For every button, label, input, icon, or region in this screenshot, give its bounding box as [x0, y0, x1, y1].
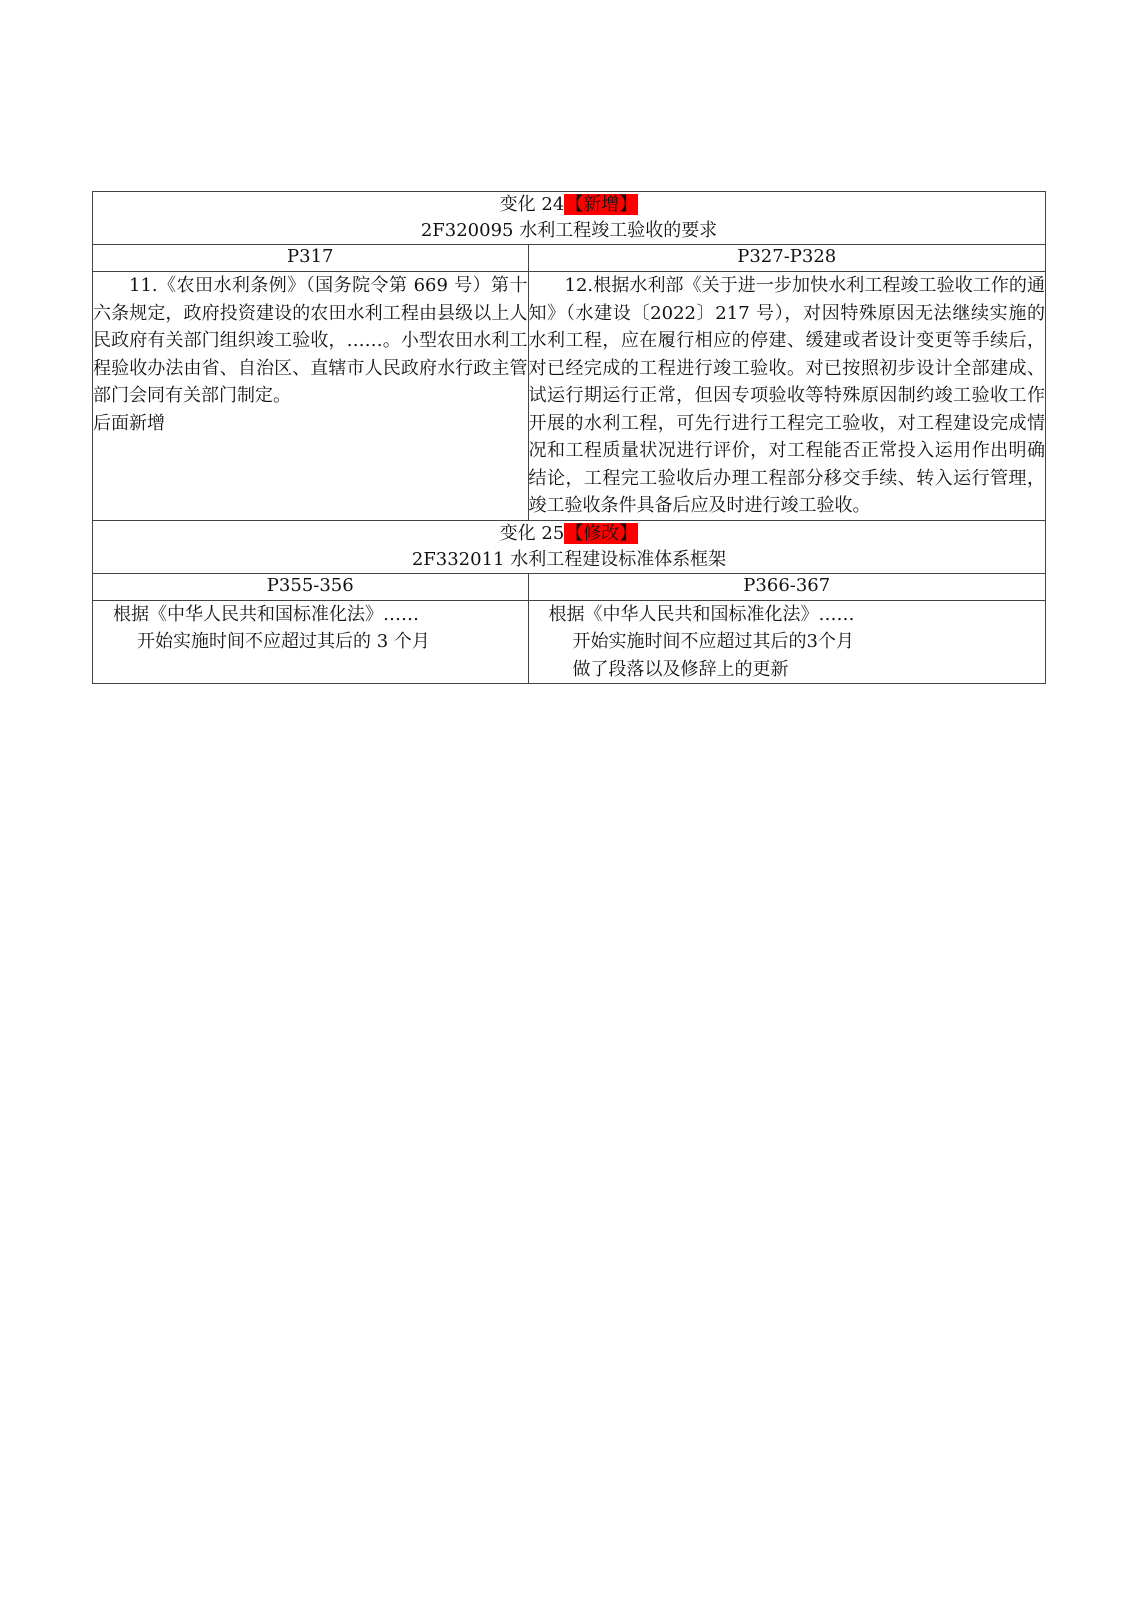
changes-table — [92, 191, 1046, 684]
change-25-old-line2: 开始实施时间不应超过其后的 3 个月 — [137, 631, 430, 652]
change-24-section: 2F320095 水利工程竣工验收的要求 — [420, 220, 718, 241]
change-25-header-row — [93, 520, 1046, 573]
change-25-old-content — [93, 600, 529, 684]
change-24-tag: 【新增】 — [565, 194, 638, 215]
change-24-header-row — [93, 192, 1046, 245]
change-24-old-page: P317 — [93, 245, 529, 272]
change-24-label: 变化 24 — [499, 194, 565, 215]
change-24-page-row — [93, 245, 1046, 272]
change-25-old-page: P355-356 — [93, 573, 529, 600]
change-24-new-text: 12.根据水利部《关于进一步加快水利工程竣工验收工作的通知》（水建设〔2022〕217 号），对因特殊原因无法继续实施的水利工程，应在履行相应的停建、缓建或者设计变更等手续后，对已经完成的工程进行竣工验收。对已按照初步设计全部建成、试运行期运行正常，但因专项验收等特殊原因制约竣工验收工作开展的水利工程，可先行进行工程完工验收，对工程建设完成情况和工程质量状况进行评价，对工程能否正常投入运用作出明确结论，工程完工验收后办理工程部分移交手续、转入运行管理，竣工验收条件具备后应及时进行竣工验收。 — [528, 275, 1045, 516]
change-25-new-line1: 根据《中华人民共和国标准化法》…… — [548, 603, 855, 625]
change-25-body-row — [93, 600, 1046, 684]
change-25-new-page: P366-367 — [528, 573, 1045, 600]
change-25-old-line1: 根据《中华人民共和国标准化法》…… — [113, 603, 419, 625]
change-25-new-line3: 做了段落以及修辞上的更新 — [572, 658, 789, 680]
change-25-new-content — [528, 600, 1045, 684]
change-24-old-note: 后面新增 — [93, 412, 165, 434]
change-25-page-row — [93, 573, 1046, 600]
change-25-tag: 【修改】 — [565, 522, 638, 544]
change-25-title — [93, 521, 1045, 547]
change-25-new-line2: 开始实施时间不应超过其后的3个月 — [572, 631, 854, 652]
change-25-section: 2F332011 水利工程建设标准体系框架 — [411, 548, 727, 570]
change-24-old-text: 11.《农田水利条例》（国务院令第 669 号）第十六条规定，政府投资建设的农田水利工程由县级以上人民政府有关部门组织竣工验收，……。小型农田水利工程验收办法由省、自治区、直辖市人民政府水行政主管部门会同有关部门制定。 — [93, 275, 528, 406]
change-24-title — [93, 192, 1045, 218]
document-page — [92, 191, 1046, 684]
change-25-label: 变化 25 — [499, 522, 565, 544]
change-24-old-content — [93, 272, 529, 521]
change-25-header — [93, 520, 1046, 573]
change-24-body-row — [93, 272, 1046, 521]
change-24-header — [93, 192, 1046, 245]
change-24-new-page: P327-P328 — [528, 245, 1045, 272]
change-24-new-content — [528, 272, 1045, 521]
